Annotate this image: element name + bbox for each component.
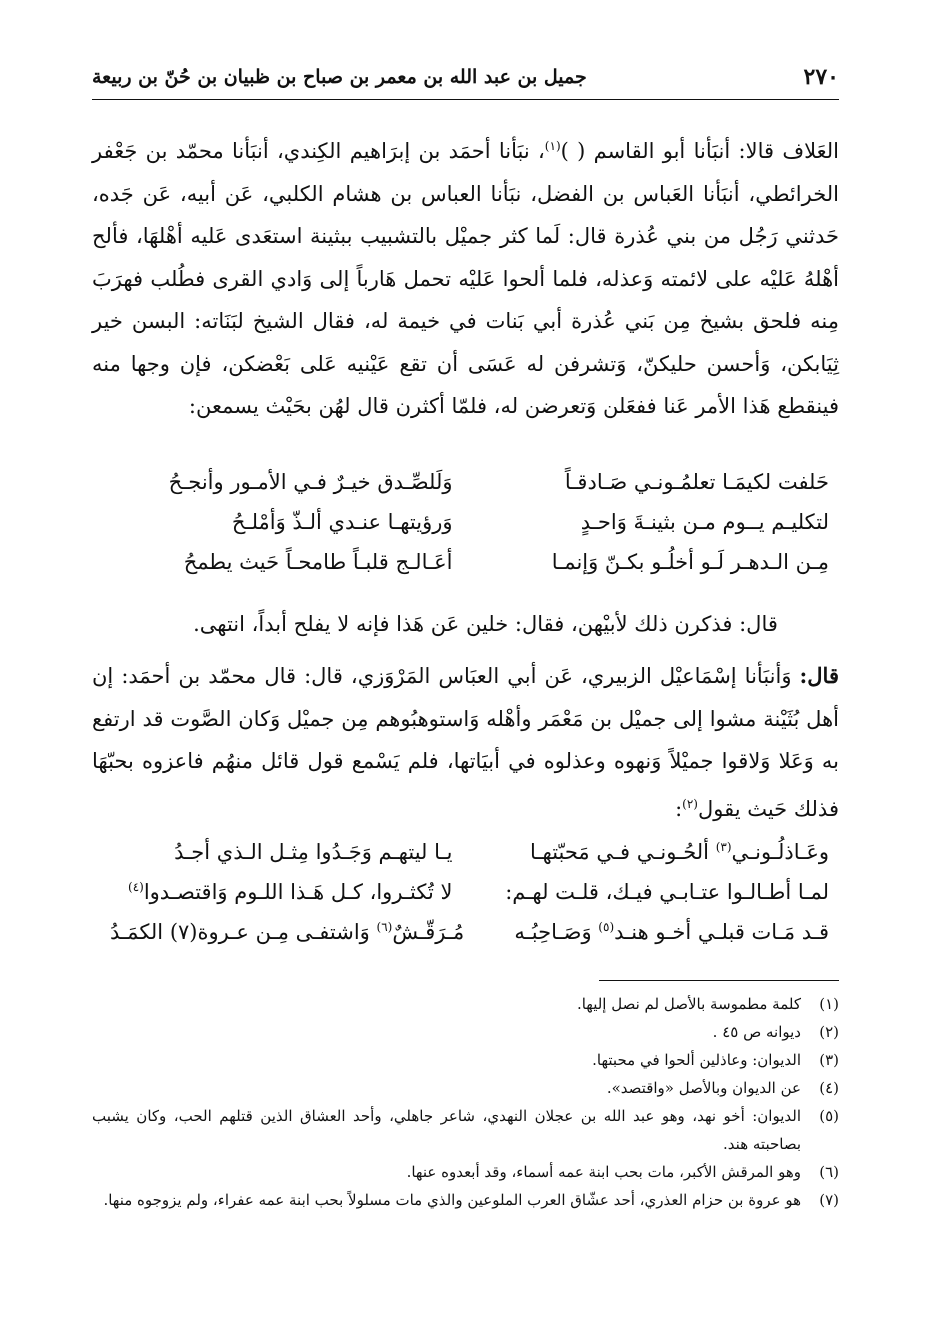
footnote-ref-3: (٣) [715, 840, 732, 854]
hemistich-first: حَلفت لكيمَـا تعلمُـونـي صَـادقـاً [564, 470, 829, 494]
poem1-verse [110, 542, 839, 582]
hemistich-text: لا تُكثـروا، كـل هَـذا اللـوم وَاقتصـدوا [143, 880, 453, 904]
hemistich-first [498, 920, 839, 944]
footnote-text: وهو المرقش الأكبر، مات بحب ابنة عمه أسماء، وقد أبعدوه عنها. [406, 1163, 801, 1181]
footnote-number: (٥) [819, 1107, 839, 1125]
page-header [92, 55, 839, 100]
poem1-verse [110, 502, 839, 542]
hemistich-second: أعَـالـج قلبـاً طامحـاً حَيث يطمحُ [183, 550, 453, 574]
page-number: ٢٧٠ [803, 64, 839, 90]
poem-1 [110, 462, 839, 582]
para2-text: وَأنبَأنا إسْمَاعيْل الزبيري، عَن أبي العبَاس المَرْوَزي، قال: قال محمّد بن أحمَد: إن أهل بُثَيْنة مشوا إلى جميْل بن مَعْمَر وأهْله وَاستوهبُوهم مِن جميْل وَكان الصَّوت قد ارتفع به وَعَلا وَلاقوا جميْلاً وَنهوه وعذلوه في أبيَاتها، فلم يَسْمع قول قائل منهُم فاعزوه بحبّهَا فذلك حَيث يقول [92, 664, 839, 821]
hemistich-first [487, 840, 840, 864]
footnote [92, 990, 839, 1018]
poem1-verse [110, 462, 839, 502]
poem2-verse [110, 872, 839, 912]
hemistich-text: مُـرَقّـشٌ [392, 920, 465, 944]
hemistich-text: وَصَـاحِبُـه [514, 920, 599, 944]
footnote-number: (٣) [819, 1051, 839, 1069]
para1-text-b: ، نبَأنا أحمَد بن إبرَاهيم الكِندي، أنبَأنا محمّد بن جَعْفر الخرائطي، أنبَأنا العَباس بن الفضل، نبَأنا العباس بن هشام الكلبي، عَن أبيه، عَن جَده، حَدثني رَجُل من بني عُذرة قال: لَما كثر جميْل بالتشبيب ببثينة استعَدى عَليه أهْلهَا، فألح أهْلهُ عَليْه على لائمته وَعذله، فلما ألحوا عَليْه تحمل هَارباً إلى وَادي القرى فطُلب فهرَبَ مِنه فلحق بشيخ مِن بَني عُذرة أبي بَنات في خيمة له، فقال الشيخ لبَنَاته: البسن خير ثِيَابكن، وَأحسن حليكنّ، وَتشرفن له عَسَى أن تقع عَيْنيه عَلى بَعْضكن، فإن وجها منه فينقطع هَذا الأمر عَنا ففعَلن وَتعرضن له، فلمّا أكثرن قال لهُن بحَيْث يسمعن: [92, 139, 839, 418]
hemistich-text: وَاشتفـى مِـن عـروة(٧) الكمَـدُ [110, 920, 377, 944]
hemistich-text: لمـا أطـالـوا عتـابـي فيـك، قلـت لهـم: [505, 880, 829, 904]
running-title: جميل بن عبد الله بن معمر بن صباح بن ظبيان بن حُنّ بن ربيعة [92, 66, 587, 88]
para2-colon: : [675, 796, 683, 821]
hemistich-second [110, 920, 498, 944]
footnote-text: الديوان: أخو نهد، وهو عبد الله بن عجلان النهدي، شاعر جاهلي، وأحد العشاق الذين قتلهم الحب، وكان يشبب بصاحبته هند. [92, 1107, 801, 1153]
hemistich-text: قـد مَـات قبلـي أخـو هنـد [614, 920, 829, 944]
footnote-number: (٧) [819, 1191, 839, 1209]
footnote-number: (٦) [819, 1163, 839, 1181]
footnote-ref-1: (١) [544, 139, 561, 153]
hemistich-first: لتكليـم يــوم مـن بثينـةَ وَاحـدٍ [580, 510, 829, 534]
hemistich-text: ألحُـونـي فـي مَحبّتهـا [529, 840, 716, 864]
footnote-text: الديوان: وعاذلين ألحوا في محبتها. [592, 1051, 801, 1069]
poem2-verse [110, 832, 839, 872]
footnotes [92, 990, 839, 1214]
footnote-ref-6: (٦) [376, 920, 393, 934]
hemistich-text: يـا ليتهـم وَجَـدُوا مِثـل الـذي أجـدُ [174, 840, 453, 864]
poem-2 [110, 832, 839, 952]
hemistich-first: مِـن الـدهـر لَـو أخلُـو بكـنّ وَإنمـا [551, 550, 829, 574]
hemistich-first [487, 880, 840, 904]
footnote-number: (٤) [819, 1079, 839, 1097]
footnote-number: (٢) [819, 1023, 839, 1041]
footnote-text: كلمة مطموسة بالأصل لم نصل إليها. [576, 995, 801, 1013]
poem2-verse [110, 912, 839, 952]
footnote [92, 1046, 839, 1074]
footnote [92, 1102, 839, 1158]
main-paragraph [92, 125, 839, 428]
footnote-ref-2: (٢) [682, 796, 698, 811]
footnote-text: ديوانه ص ٤٥ . [712, 1023, 801, 1041]
hemistich-text: وعَـاذلُـونـي [731, 840, 829, 864]
hemistich-second [110, 840, 487, 864]
footnote [92, 1018, 839, 1046]
second-paragraph [92, 655, 839, 830]
hemistich-second: وَرؤيتهـا عنـدي ألـذّ وَأمْلـحُ [231, 510, 453, 534]
footnote [92, 1158, 839, 1186]
footnote [92, 1186, 839, 1214]
footnote-text: عن الديوان وبالأصل «واقتصد». [606, 1079, 801, 1097]
para1-text-a: العَلاف قالا: أنبَأنا أبو القاسم ( ) [560, 139, 839, 163]
footnote [92, 1074, 839, 1102]
post-poem-line: قال: فذكرن ذلك لأبيْهن، فقال: خلين عَن هَذا فإنه لا يفلح أبداً، انتهى. [193, 612, 778, 636]
hemistich-second [110, 880, 487, 904]
footnote-number: (١) [819, 995, 839, 1013]
footnote-divider [599, 980, 839, 981]
footnote-text: هو عروة بن حزام العذري، أحد عشّاق العرب الملوعين والذي مات مسلولاً بحب ابنة عمه عفراء، ولم يزوجوه منها. [103, 1191, 801, 1209]
qala-label: قال: [799, 663, 839, 688]
footnote-ref-4: (٤) [128, 880, 144, 894]
footnote-ref-5: (٥) [598, 920, 615, 934]
hemistich-second: وَلَلصِّـدق خيـرٌ فـي الأمـور وأنجـحُ [168, 470, 453, 494]
